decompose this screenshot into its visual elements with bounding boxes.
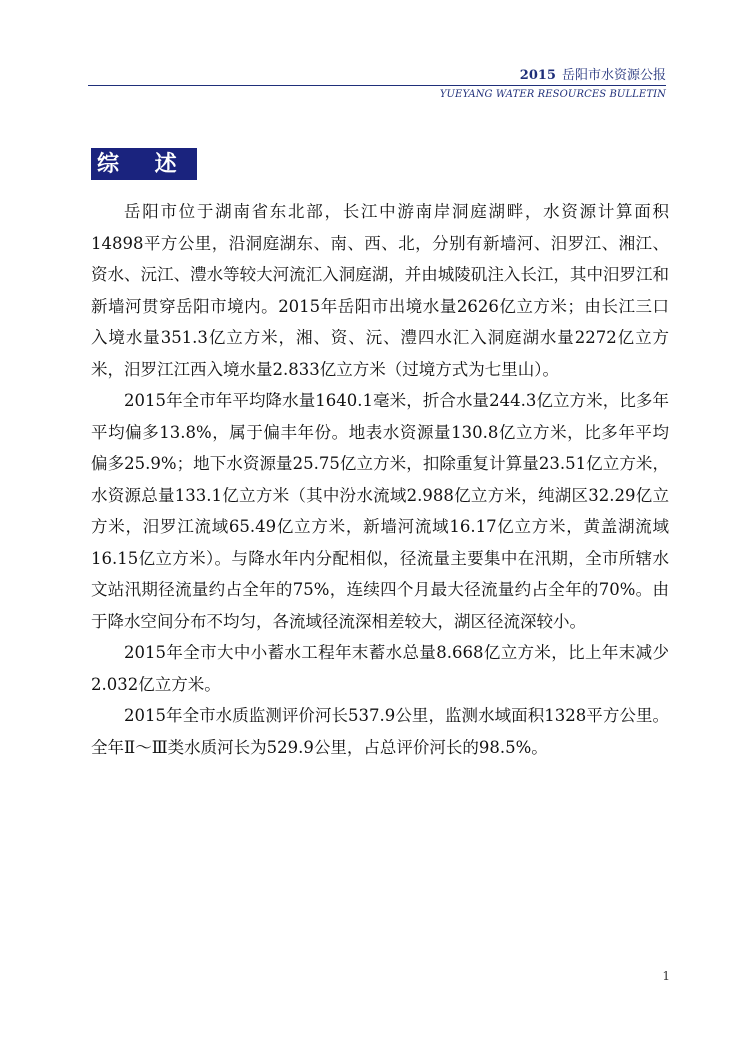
header-title-line bbox=[88, 68, 666, 85]
paragraph-overview: 岳阳市位于湖南省东北部，长江中游南岸洞庭湖畔，水资源计算面积14898平方公里，沿洞庭湖东、南、西、北，分别有新墙河、汨罗江、湘江、资水、沅江、澧水等较大河流汇入洞庭湖，并由城陵矶注入长江，其中汨罗江和新墙河贯穿岳阳市境内。2015年岳阳市出境水量2626亿立方米；由长江三口入境水量351.3亿立方米，湘、资、沅、澧四水汇入洞庭湖水量2272亿立方米，汨罗江江西入境水量2.833亿立方米（过境方式为七里山）。 bbox=[91, 202, 669, 379]
paragraph-water-quality: 2015年全市水质监测评价河长537.9公里，监测水域面积1328平方公里。全年Ⅱ～Ⅲ类水质河长为529.9公里，占总评价河长的98.5%。 bbox=[91, 706, 669, 757]
header-subtitle: YUEYANG WATER RESOURCES BULLETIN bbox=[439, 89, 666, 100]
body-text bbox=[91, 196, 669, 763]
page-header bbox=[88, 68, 666, 102]
paragraph-precipitation: 2015年全市年平均降水量1640.1毫米，折合水量244.3亿立方米，比多年平均偏多13.8%，属于偏丰年份。地表水资源量130.8亿立方米，比多年平均偏多25.9%；地下水资源量25.75亿立方米，扣除重复计算量23.51亿立方米，水资源总量133.1亿立方米（其中汾水流域2.988亿立方米，纯湖区32.29亿立方米，汨罗江流域65.49亿立方米，新墙河流域16.17亿立方米，黄盖湖流域16.15亿立方米）。与降水年内分配相似，径流量主要集中在汛期，全市所辖水文站汛期径流量约占全年的75%，连续四个月最大径流量约占全年的70%。由于降水空间分布不均匀，各流域径流深相差较大，湖区径流深较小。 bbox=[91, 391, 669, 631]
paragraph-storage: 2015年全市大中小蓄水工程年末蓄水总量8.668亿立方米，比上年末减少2.032亿立方米。 bbox=[91, 643, 669, 694]
section-title: 综 述 bbox=[91, 148, 197, 180]
header-title: 岳阳市水资源公报 bbox=[561, 68, 666, 83]
page-number: 1 bbox=[662, 969, 670, 983]
header-divider bbox=[88, 85, 666, 86]
header-year: 2015 bbox=[519, 68, 556, 83]
